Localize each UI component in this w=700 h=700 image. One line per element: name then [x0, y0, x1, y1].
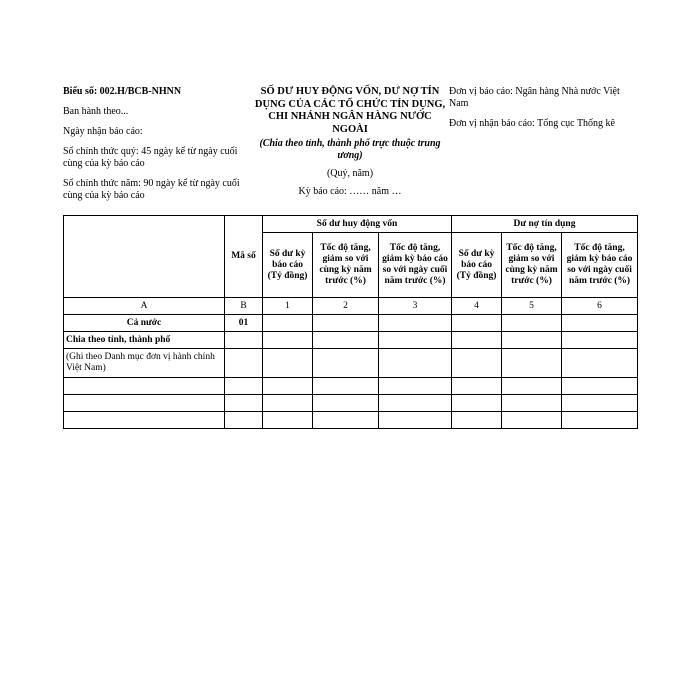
data-cell[interactable]: [225, 378, 263, 395]
report-period: Kỳ báo cáo: …… năm …: [298, 186, 402, 197]
group-header-credit: Dư nợ tín dụng: [452, 216, 638, 233]
data-cell[interactable]: [562, 349, 638, 378]
data-cell[interactable]: [452, 395, 502, 412]
header-right: [449, 86, 639, 138]
index-cell: 2: [313, 298, 379, 315]
report-table: [63, 215, 638, 429]
report-subtitle: (Chia theo tỉnh, thành phố trực thuộc trung ương): [259, 138, 441, 161]
data-cell[interactable]: [562, 412, 638, 429]
data-cell[interactable]: [562, 395, 638, 412]
data-cell[interactable]: [225, 395, 263, 412]
sub-header-3: Tốc độ tăng, giảm kỳ báo cáo so với ngày cuối năm trước (%): [379, 233, 452, 298]
index-cell: A: [64, 298, 225, 315]
data-cell[interactable]: [64, 378, 225, 395]
data-cell[interactable]: [562, 315, 638, 332]
data-cell[interactable]: [452, 315, 502, 332]
data-cell[interactable]: [562, 332, 638, 349]
row-code: [225, 332, 263, 349]
table-row: [64, 412, 638, 429]
data-cell[interactable]: [313, 412, 379, 429]
report-title: SỐ DƯ HUY ĐỘNG VỐN, DƯ NỢ TÍN DỤNG CỦA CÁC TỔ CHỨC TÍN DỤNG, CHI NHÁNH NGÂN HÀNG NƯỚC NGOÀI: [254, 86, 446, 135]
annual-deadline: Số chính thức năm: 90 ngày kể từ ngày cuối cùng của kỳ báo cáo: [63, 178, 240, 201]
index-cell: 3: [379, 298, 452, 315]
sub-header-1: Số dư kỳ báo cáo (Tỷ đồng): [263, 233, 313, 298]
receive-date: Ngày nhận báo cáo:: [63, 126, 143, 137]
data-cell[interactable]: [502, 378, 562, 395]
sub-header-5: Tốc độ tăng, giảm so với cùng kỳ năm trước (%): [502, 233, 562, 298]
data-cell[interactable]: [562, 378, 638, 395]
data-cell[interactable]: [263, 412, 313, 429]
table-row: [64, 378, 638, 395]
data-cell[interactable]: [263, 332, 313, 349]
data-cell[interactable]: [313, 378, 379, 395]
row-code: 01: [225, 315, 263, 332]
code-header: Mã số: [225, 216, 263, 298]
row-label: (Ghi theo Danh mục đơn vị hành chính Việt Nam): [64, 349, 225, 378]
data-cell[interactable]: [502, 315, 562, 332]
receiving-unit: Đơn vị nhận báo cáo: Tổng cục Thống kê: [449, 118, 615, 129]
sub-header-4: Số dư kỳ báo cáo (Tỷ đồng): [452, 233, 502, 298]
column-index-row: [64, 298, 638, 315]
row-code: [225, 349, 263, 378]
quarterly-deadline: Số chính thức quý: 45 ngày kể từ ngày cuối cùng của kỳ báo cáo: [63, 146, 238, 169]
data-cell[interactable]: [263, 315, 313, 332]
index-cell: 6: [562, 298, 638, 315]
data-cell[interactable]: [263, 349, 313, 378]
data-cell[interactable]: [379, 315, 452, 332]
data-cell[interactable]: [452, 332, 502, 349]
data-cell[interactable]: [379, 349, 452, 378]
sub-header-6: Tốc độ tăng, giảm kỳ báo cáo so với ngày cuối năm trước (%): [562, 233, 638, 298]
index-cell: 4: [452, 298, 502, 315]
data-cell[interactable]: [313, 332, 379, 349]
reporting-unit: Đơn vị báo cáo: Ngân hàng Nhà nước Việt Nam: [449, 86, 620, 109]
data-cell[interactable]: [379, 412, 452, 429]
data-cell[interactable]: [313, 349, 379, 378]
group-header-deposits: Số dư huy động vốn: [263, 216, 452, 233]
data-cell[interactable]: [452, 349, 502, 378]
label-header-cell: [64, 216, 225, 298]
data-cell[interactable]: [263, 395, 313, 412]
table-row: [64, 349, 638, 378]
data-cell[interactable]: [452, 378, 502, 395]
data-cell[interactable]: [452, 412, 502, 429]
table-row: [64, 315, 638, 332]
table-row: [64, 395, 638, 412]
data-cell[interactable]: [225, 412, 263, 429]
index-cell: B: [225, 298, 263, 315]
data-cell[interactable]: [379, 332, 452, 349]
data-cell[interactable]: [502, 395, 562, 412]
data-cell[interactable]: [502, 412, 562, 429]
form-number: Biểu số: 002.H/BCB-NHNN: [63, 86, 182, 97]
index-cell: 5: [502, 298, 562, 315]
data-cell[interactable]: [502, 349, 562, 378]
data-cell[interactable]: [313, 395, 379, 412]
data-cell[interactable]: [379, 395, 452, 412]
data-cell[interactable]: [64, 395, 225, 412]
header-group-row: [64, 216, 638, 233]
index-cell: 1: [263, 298, 313, 315]
table-row: [64, 332, 638, 349]
report-title-block: [252, 86, 448, 204]
data-cell[interactable]: [64, 412, 225, 429]
data-cell[interactable]: [379, 378, 452, 395]
data-cell[interactable]: [313, 315, 379, 332]
row-label: Cả nước: [64, 315, 225, 332]
issued-by: Ban hành theo...: [63, 106, 129, 117]
period-type: (Quý, năm): [326, 168, 374, 179]
data-cell[interactable]: [263, 378, 313, 395]
header-left: [63, 86, 253, 210]
row-label: Chia theo tỉnh, thành phố: [64, 332, 225, 349]
sub-header-2: Tốc độ tăng, giảm so với cùng kỳ năm trước (%): [313, 233, 379, 298]
data-cell[interactable]: [502, 332, 562, 349]
